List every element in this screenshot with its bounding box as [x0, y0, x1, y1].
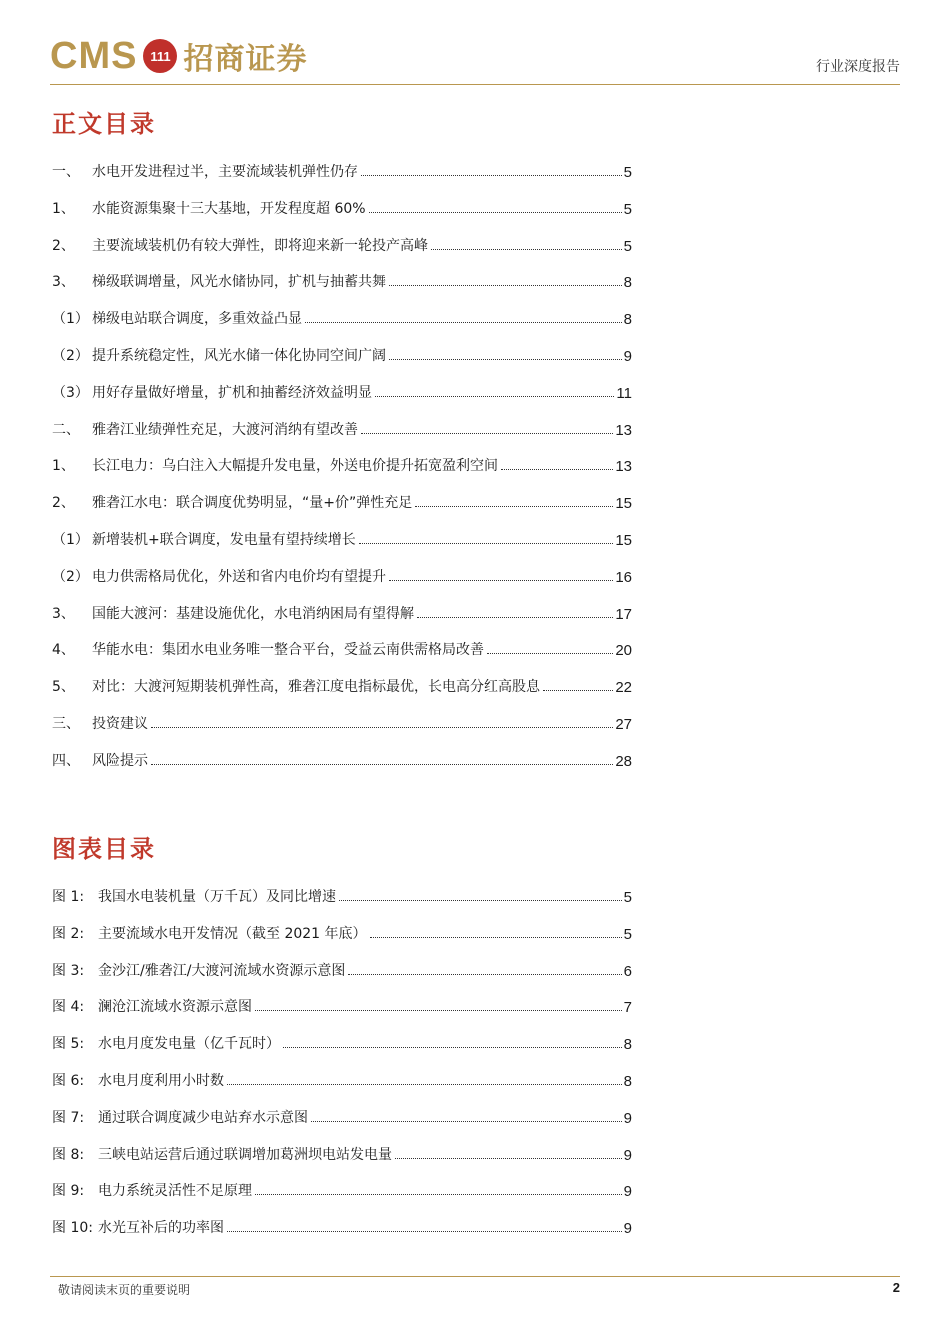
toc-entry-number: 3、: [52, 274, 75, 291]
toc-entry[interactable]: [52, 233, 632, 255]
toc-entry[interactable]: [52, 601, 632, 623]
figure-entry-number: 图 4:: [52, 999, 85, 1016]
toc-entry-text: 梯级电站联合调度，多重效益凸显: [92, 311, 302, 328]
logo-badge-icon: 111: [143, 39, 177, 73]
figure-entry-number: 图 3:: [52, 962, 85, 979]
figure-entry-text: 电力系统灵活性不足原理: [98, 1183, 252, 1200]
toc-entry-text: 主要流域装机仍有较大弹性，即将迎来新一轮投产高峰: [92, 237, 428, 254]
toc-entry-text: 提升系统稳定性，风光水储一体化协同空间广阔: [92, 348, 386, 364]
document-type: 行业深度报告: [816, 59, 900, 75]
toc-entry-text: 水能资源集聚十三大基地，开发程度超 60%: [92, 200, 366, 217]
toc-entry-text: 水电开发进程过半，主要流域装机弹性仍存: [92, 164, 358, 180]
toc-entry-text: 投资建议: [92, 716, 148, 732]
dot-leader: [543, 690, 613, 691]
toc-entry-page: 9: [623, 348, 632, 365]
page-header: [50, 28, 900, 84]
dot-leader: [311, 1121, 622, 1122]
figure-entry-number: 图 10:: [52, 1220, 93, 1237]
dot-leader: [227, 1231, 622, 1232]
page-number: 2: [892, 1280, 900, 1295]
dot-leader: [431, 249, 622, 250]
figure-entry-number: 图 7:: [52, 1109, 85, 1126]
toc-entry-text: 新增装机+联合调度，发电量有望持续增长: [92, 532, 356, 548]
figure-entry-text: 金沙江/雅砻江/大渡河流域水资源示意图: [98, 962, 346, 979]
toc-title: 正文目录: [52, 110, 156, 138]
figure-entry-page: 6: [623, 962, 632, 980]
figure-entry-text: 主要流域水电开发情况（截至 2021 年底）: [98, 925, 367, 942]
figure-entry-number: 图 2:: [52, 925, 85, 942]
toc-entry-number: 1、: [52, 200, 75, 217]
toc-entry-text: 风险提示: [92, 752, 148, 769]
toc-entry-number: （1）: [52, 532, 89, 548]
dot-leader: [151, 764, 613, 765]
dot-leader: [283, 1047, 622, 1048]
figure-entry[interactable]: [52, 1215, 632, 1237]
figure-entry-number: 图 1:: [52, 889, 85, 905]
dot-leader: [415, 506, 613, 507]
toc-entry-text: 对比：大渡河短期装机弹性高，雅砻江度电指标最优，长电高分红高股息: [92, 679, 540, 696]
figure-entry-page: 5: [623, 925, 632, 943]
figure-entry-text: 通过联合调度减少电站弃水示意图: [98, 1109, 308, 1126]
figure-entry-page: 5: [623, 889, 632, 906]
toc-entry-text: 华能水电：集团水电业务唯一整合平台，受益云南供需格局改善: [92, 642, 484, 659]
toc-entry-number: 2、: [52, 237, 75, 254]
toc-entry[interactable]: [52, 527, 632, 549]
footer-note: 敬请阅读末页的重要说明: [58, 1283, 191, 1297]
figure-entry-number: 图 9:: [52, 1183, 85, 1200]
figure-entry-page: 8: [623, 1073, 632, 1090]
toc-entry[interactable]: [52, 159, 632, 181]
toc-entry[interactable]: [52, 490, 632, 512]
toc-entry-number: 1、: [52, 458, 75, 475]
toc-entry-text: 长江电力：乌白注入大幅提升发电量，外送电价提升拓宽盈利空间: [92, 458, 498, 475]
figure-entry-text: 三峡电站运营后通过联调增加葛洲坝电站发电量: [98, 1146, 392, 1163]
figure-entry-number: 图 5:: [52, 1036, 85, 1053]
figure-entry-page: 9: [623, 1220, 632, 1238]
toc-entry-page: 11: [616, 384, 632, 402]
figure-entry-text: 水电月度发电量（亿千瓦时）: [98, 1036, 280, 1053]
dot-leader: [389, 359, 622, 360]
toc-entry-page: 27: [615, 716, 632, 733]
toc-entry-page: 20: [615, 642, 632, 660]
figure-entry-number: 图 8:: [52, 1146, 85, 1163]
figure-entry[interactable]: [52, 1031, 632, 1053]
toc-entry-page: 13: [615, 458, 632, 476]
toc-entry-text: 雅砻江业绩弹性充足，大渡河消纳有望改善: [92, 421, 358, 438]
toc-entry-page: 5: [623, 237, 632, 255]
figure-entry[interactable]: [52, 921, 632, 943]
toc-entry-page: 5: [623, 200, 632, 218]
toc-entry-text: 梯级联调增量，风光水储协同，扩机与抽蓄共舞: [92, 274, 386, 291]
dot-leader: [389, 580, 613, 581]
toc-entry-page: 22: [615, 679, 632, 697]
figure-entry-page: 9: [623, 1183, 632, 1201]
toc-entry-number: 5、: [52, 679, 75, 696]
dot-leader: [359, 543, 614, 544]
toc-entry[interactable]: [52, 343, 632, 365]
toc-entry[interactable]: [52, 674, 632, 696]
toc-entry-number: 2、: [52, 495, 75, 512]
dot-leader: [348, 974, 621, 975]
toc-entry-text: 国能大渡河：基建设施优化，水电消纳困局有望得解: [92, 605, 414, 622]
figure-entry-text: 澜沧江流域水资源示意图: [98, 999, 252, 1016]
toc-entry-text: 电力供需格局优化，外送和省内电价均有望提升: [92, 568, 386, 585]
dot-leader: [395, 1158, 622, 1159]
dot-leader: [361, 433, 613, 434]
toc-entry-page: 8: [623, 311, 632, 329]
figure-entry[interactable]: [52, 1068, 632, 1090]
figure-entry[interactable]: [52, 1142, 632, 1164]
toc-entry[interactable]: [52, 711, 632, 733]
figure-entry-page: 8: [623, 1036, 632, 1054]
toc-entry-number: （2）: [52, 348, 89, 364]
figures-title: 图表目录: [52, 835, 156, 863]
header-divider: [50, 84, 900, 85]
toc-entry-page: 13: [615, 421, 632, 439]
toc-entry[interactable]: [52, 564, 632, 586]
toc-entry-page: 16: [615, 568, 632, 586]
toc-entry-page: 8: [623, 274, 632, 292]
toc-entry-page: 15: [615, 532, 632, 549]
toc-entry[interactable]: [52, 453, 632, 475]
logo-chinese-name: 招商证券: [183, 42, 308, 77]
dot-leader: [369, 212, 622, 213]
figure-entry-text: 水光互补后的功率图: [98, 1220, 224, 1237]
figure-entry-page: 9: [623, 1146, 632, 1164]
toc-entry-text: 雅砻江水电：联合调度优势明显，“量+价”弹性充足: [92, 495, 413, 512]
toc-entry-number: 3、: [52, 605, 75, 622]
figure-entry-page: 7: [623, 999, 632, 1017]
toc-entry[interactable]: [52, 380, 632, 402]
dot-leader: [305, 322, 622, 323]
dot-leader: [389, 285, 622, 286]
toc-entry[interactable]: [52, 306, 632, 328]
dot-leader: [370, 937, 622, 938]
toc-entry-page: 28: [615, 752, 632, 770]
dot-leader: [227, 1084, 622, 1085]
figure-entry-page: 9: [623, 1109, 632, 1127]
toc-entry-number: （1）: [52, 311, 89, 328]
dot-leader: [501, 469, 613, 470]
toc-entry-number: 4、: [52, 642, 75, 659]
toc-entry[interactable]: [52, 748, 632, 770]
toc-entry-number: 一、: [52, 164, 80, 180]
toc-entry[interactable]: [52, 196, 632, 218]
toc-entry-number: 三、: [52, 716, 80, 732]
toc-entry-number: （2）: [52, 568, 89, 585]
dot-leader: [361, 175, 622, 176]
figure-entry[interactable]: [52, 958, 632, 980]
logo-text: CMS: [50, 34, 138, 77]
dot-leader: [151, 727, 613, 728]
toc-entry[interactable]: [52, 269, 632, 291]
toc-entry-number: 二、: [52, 421, 80, 438]
figure-entry-text: 水电月度利用小时数: [98, 1073, 224, 1089]
toc-entry-number: （3）: [52, 384, 89, 401]
dot-leader: [375, 396, 614, 397]
figure-entry[interactable]: [52, 994, 632, 1016]
toc-entry-number: 四、: [52, 752, 80, 769]
toc-entry-page: 5: [623, 164, 632, 181]
dot-leader: [417, 617, 613, 618]
figure-entry[interactable]: [52, 1105, 632, 1127]
figure-entry[interactable]: [52, 1178, 632, 1200]
figure-entry-text: 我国水电装机量（万千瓦）及同比增速: [98, 889, 336, 905]
dot-leader: [339, 900, 622, 901]
dot-leader: [255, 1010, 622, 1011]
toc-entry[interactable]: [52, 637, 632, 659]
toc-entry-page: 17: [615, 605, 632, 623]
footer-divider: [50, 1276, 900, 1277]
dot-leader: [487, 653, 613, 654]
figure-entry-number: 图 6:: [52, 1073, 85, 1089]
dot-leader: [255, 1194, 622, 1195]
toc-entry[interactable]: [52, 417, 632, 439]
toc-entry-page: 15: [615, 495, 632, 513]
cms-logo: [50, 34, 307, 78]
figure-entry[interactable]: [52, 884, 632, 906]
toc-entry-text: 用好存量做好增量，扩机和抽蓄经济效益明显: [92, 384, 372, 401]
